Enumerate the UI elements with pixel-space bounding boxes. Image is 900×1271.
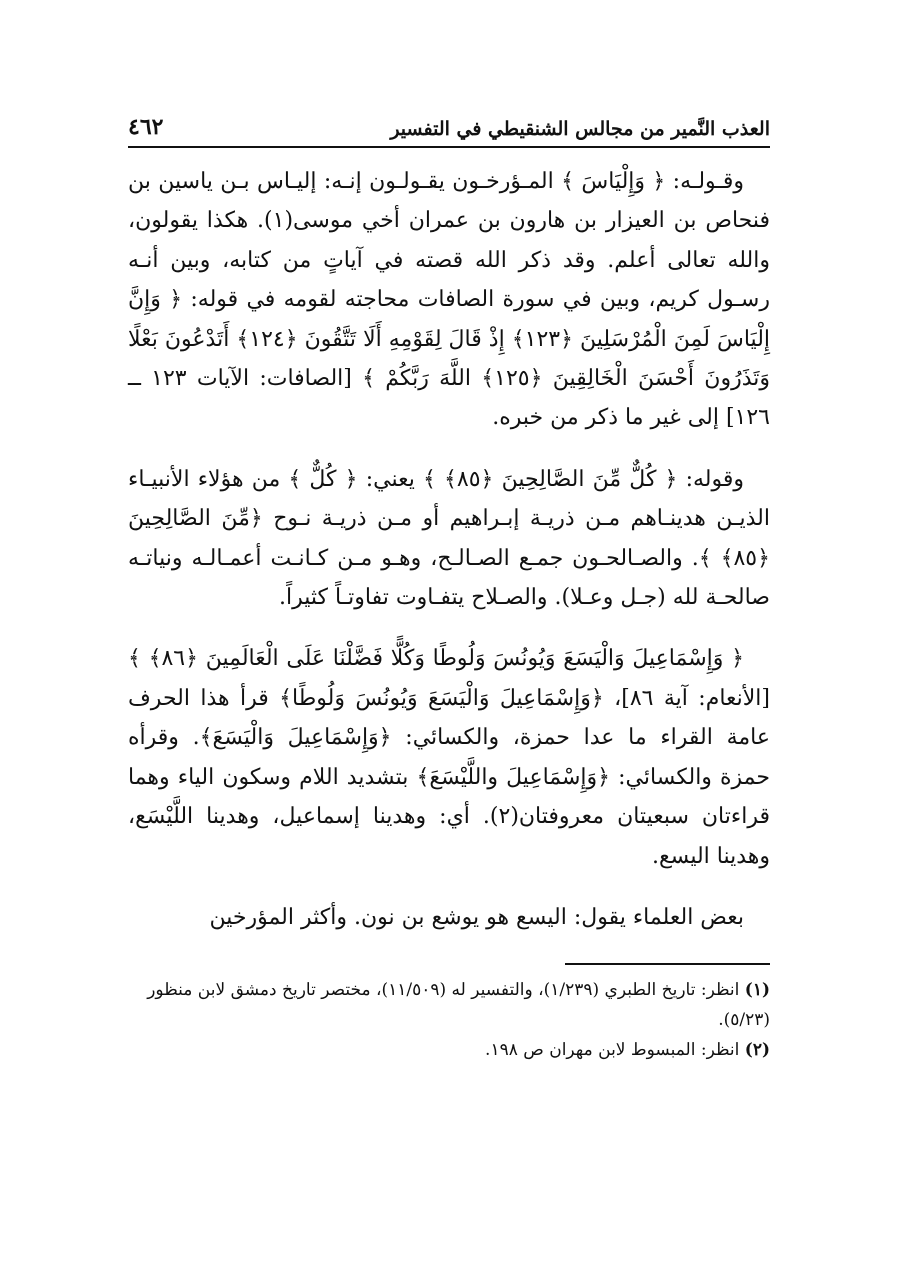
footnote-text: انظر: تاريخ الطبري (١/٢٣٩)، والتفسير له (١١/٥٠٩)، مختصر تاريخ دمشق لابن منظور (٥/٢٣). — [147, 980, 770, 1031]
footnotes — [128, 975, 770, 1065]
running-title: العذب النَّمير من مجالس الشنقيطي في التفسير — [390, 118, 770, 140]
paragraph-continuation: بعض العلماء يقول: اليسع هو يوشع بن نون. وأكثر المؤرخين — [209, 904, 744, 930]
page-number: ٤٦٢ — [128, 114, 164, 140]
paragraph-salihin: وقوله: ﴿ كُلٌّ مِّنَ الصَّالِحِينَ ﴿٨٥﴾ ﴾ يعني: ﴿ كُلٌّ ﴾ من هؤلاء الأنبيـاء الذيـن هدينـاهم مـن ذريـة إبـراهيم أو مـن ذريـة نـوح ﴿مِّنَ الصَّالِحِينَ ﴿٨٥﴾ ﴾. والصـالحـون جمـع الصـالـح، وهـو مـن كـانـت أعمـالـه ونياتـه صالحـة لله (جـل وعـلا). والصـلاح يتفـاوت تفاوتـاً كثيراً. — [128, 466, 770, 611]
footnote-separator — [565, 963, 770, 965]
footnote-2 — [128, 1035, 770, 1065]
book-page — [128, 100, 770, 1065]
footnote-number: (٢) — [744, 1040, 770, 1061]
footnote-text: انظر: المبسوط لابن مهران ص ١٩٨. — [485, 1040, 740, 1061]
footnote-number: (١) — [744, 980, 770, 1001]
paragraph-ilyas: وقـولـه: ﴿ وَإِلْيَاسَ ﴾ المـؤرخـون يقـولـون إنـه: إليـاس بـن ياسين بن فنحاص بن العيزار بن هارون بن عمران أخي موسى(١). هكذا يقولون، والله تعالى أعلم. وقد ذكر الله قصته في آياتٍ من كتابه، وبين أنـه رسـول كريم، وبين في سورة الصافات محاجته لقومه في قوله: ﴿ وَإِنَّ إِلْيَاسَ لَمِنَ الْمُرْسَلِينَ ﴿١٢٣﴾ إِذْ قَالَ لِقَوْمِهِ أَلَا تَتَّقُونَ ﴿١٢٤﴾ أَتَدْعُونَ بَعْلًا وَتَذَرُونَ أَحْسَنَ الْخَالِقِينَ ﴿١٢٥﴾ اللَّهَ رَبَّكُمْ ﴾ [الصافات: الآيات ١٢٣ ــ ١٢٦] إلى غير ما ذكر من خبره. — [128, 169, 771, 431]
page-header — [128, 100, 770, 148]
paragraph-alyasa: ﴿ وَإِسْمَاعِيلَ وَالْيَسَعَ وَيُونُسَ وَلُوطًا وَكُلًّا فَضَّلْنَا عَلَى الْعَالَمِينَ ﴿٨٦﴾ ﴾ [الأنعام: آية ٨٦]، ﴿وَإِسْمَاعِيلَ وَالْيَسَعَ وَيُونُسَ وَلُوطًا﴾ قرأ هذا الحرف عامة القراء ما عدا حمزة، والكسائي: ﴿وَإِسْمَاعِيلَ وَالْيَسَعَ﴾. وقرأه حمزة والكسائي: ﴿وَإِسْمَاعِيلَ واللَّيْسَعَ﴾ بتشديد اللام وسكون الياء وهما قراءتان سبعيتان معروفتان(٢). أي: وهدينا إسماعيل، وهدينا اللَّيْسَع، وهدينا اليسع. — [128, 646, 770, 869]
footnote-1 — [128, 975, 770, 1035]
page-body — [128, 162, 770, 937]
